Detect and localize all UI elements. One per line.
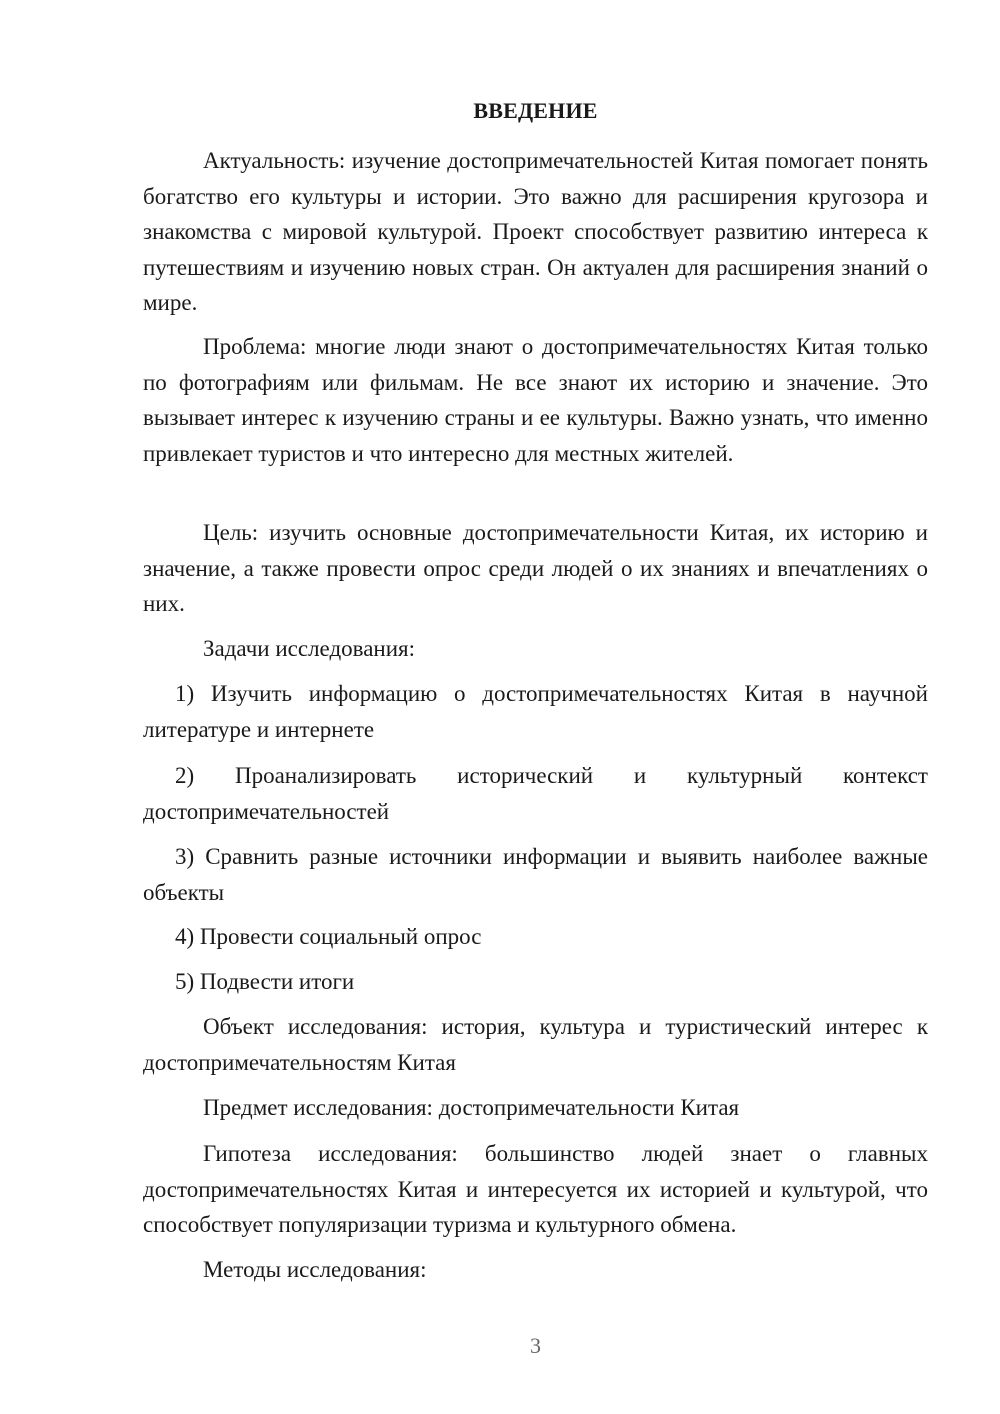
paragraph-problem: Проблема: многие люди знают о достопримечательностях Китая только по фотографиям или фильмам. Не все знают их историю и значение. Это вызывает интерес к изучению страны и ее культуры. Важно узнать, что именно привлекает туристов и что интересно для местных жителей. [143, 334, 928, 466]
task-item: 4) Провести социальный опрос [175, 924, 482, 949]
paragraph-subject: Предмет исследования: достопримечательности Китая [203, 1095, 740, 1120]
document-page [143, 0, 928, 1414]
paragraph-goal: Цель: изучить основные достопримечательности Китая, их историю и значение, а также провести опрос среди людей о их знаниях и впечатлениях о них. [143, 520, 928, 616]
paragraph-hypothesis: Гипотеза исследования: большинство людей знает о главных достопримечательностях Китая и интересуется их историей и культурой, что способствует популяризации туризма и культурного обмена. [143, 1141, 928, 1237]
tasks-heading: Задачи исследования: [203, 636, 416, 661]
section-heading: ВВЕДЕНИЕ [473, 98, 598, 123]
page-number: 3 [530, 1333, 541, 1358]
methods-heading: Методы исследования: [203, 1257, 427, 1282]
task-item: 1) Изучить информацию о достопримечательностях Китая в научной литературе и интернете [143, 681, 928, 742]
paragraph-relevance: Актуальность: изучение достопримечательностей Китая помогает понять богатство его культуры и истории. Это важно для расширения кругозора и знакомства с мировой культурой. Проект способствует развитию интереса к путешествиям и изучению новых стран. Он актуален для расширения знаний о мире. [143, 148, 928, 315]
task-item: 5) Подвести итоги [175, 969, 355, 994]
task-item: 2) Проанализировать исторический и культурный контекст достопримечательностей [143, 763, 928, 824]
paragraph-object: Объект исследования: история, культура и туристический интерес к достопримечательностям Китая [143, 1014, 928, 1075]
task-item: 3) Сравнить разные источники информации и выявить наиболее важные объекты [143, 844, 928, 905]
